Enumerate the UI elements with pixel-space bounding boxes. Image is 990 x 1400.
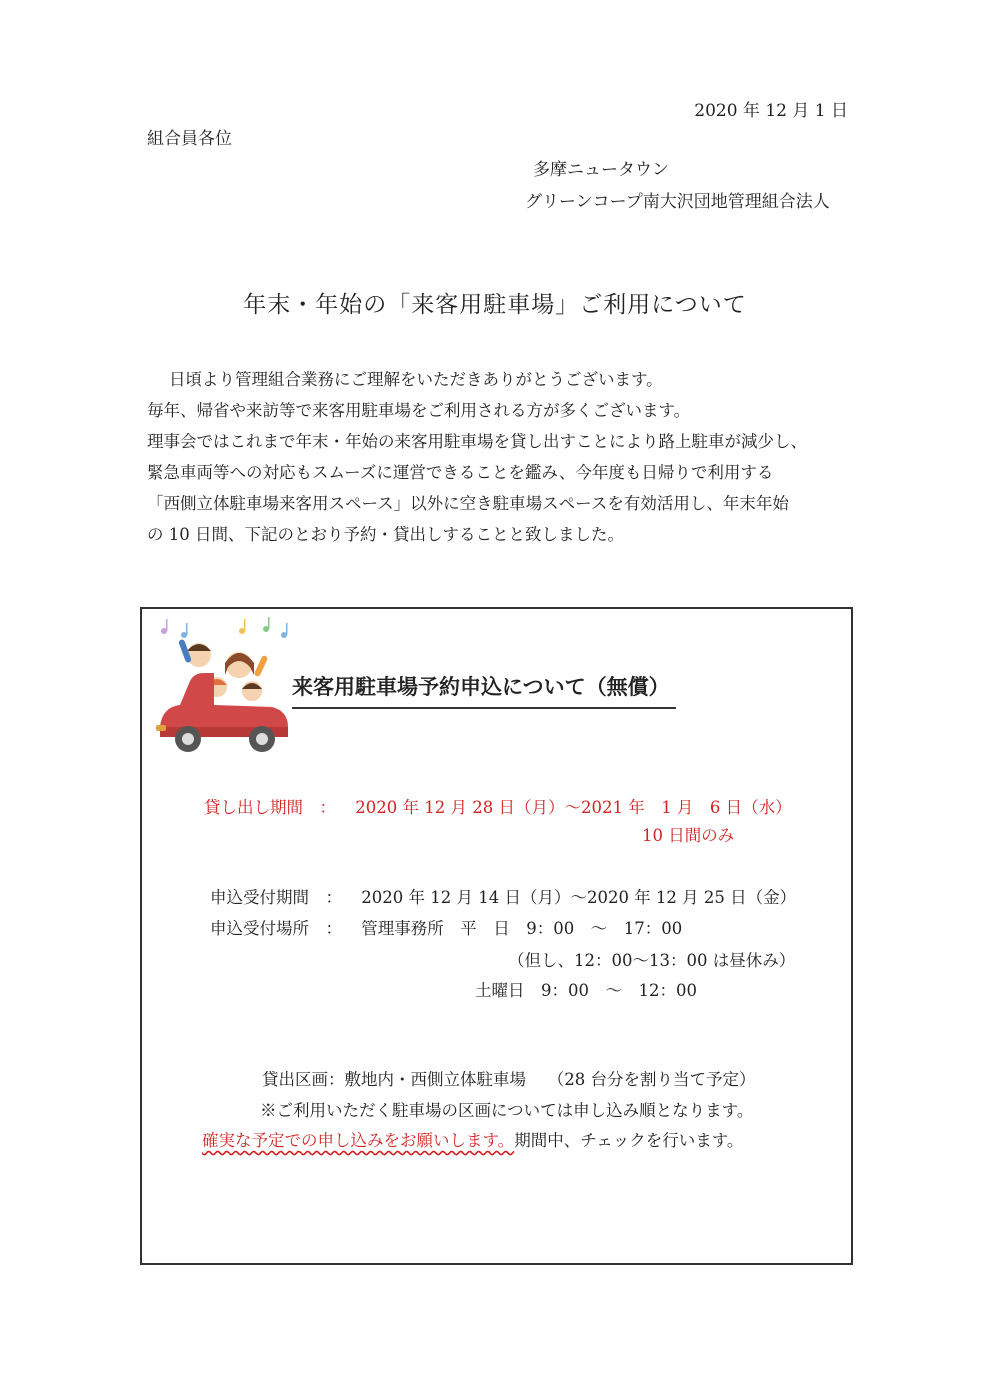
body-paragraph: 「西側立体駐車場来客用スペース」以外に空き駐車場スペースを有効活用し、年末年始 bbox=[147, 494, 789, 513]
body-paragraph: 理事会ではこれまで年末・年始の来客用駐車場を貸し出すことにより路上駐車が減少し、 bbox=[147, 432, 807, 451]
allocation-area: 貸出区画：敷地内・西側立体駐車場 （28 台分を割り当て予定） bbox=[262, 1070, 756, 1089]
recipient: 組合員各位 bbox=[147, 129, 232, 149]
sender-line-1: 多摩ニュータウン bbox=[533, 160, 669, 180]
music-notes-icon bbox=[161, 617, 288, 638]
application-period-label: 申込受付期間 ： bbox=[210, 888, 342, 907]
request-black-text: 期間中、チェックを行います。 bbox=[514, 1131, 744, 1150]
rental-period-label: 貸し出し期間 ： bbox=[204, 798, 336, 817]
page-title: 年末・年始の「来客用駐車場」ご利用について bbox=[243, 292, 747, 318]
application-place-label: 申込受付場所 ： bbox=[210, 919, 342, 938]
box-title: 来客用駐車場予約申込について（無償） bbox=[292, 671, 676, 709]
saturday-hours: 土曜日 9：00 ～ 12：00 bbox=[475, 981, 697, 1000]
family-car-illustration bbox=[154, 615, 294, 763]
rental-period-note: 10 日間のみ bbox=[642, 826, 735, 845]
application-place-value: 管理事務所 平 日 9：00 ～ 17：00 bbox=[361, 919, 683, 938]
rental-period-value: 2020 年 12 月 28 日（月）～2021 年 1 月 6 日（水） bbox=[355, 798, 792, 817]
order-note: ※ご利用いただく駐車場の区画については申し込み順となります。 bbox=[260, 1101, 754, 1120]
body-paragraph: の 10 日間、下記のとおり予約・貸出しすることと致しました。 bbox=[147, 525, 624, 544]
request-red-text: 確実な予定での申し込みをお願いします。 bbox=[202, 1131, 515, 1150]
reservation-box bbox=[140, 607, 853, 1265]
rental-period bbox=[204, 794, 792, 818]
request-line bbox=[202, 1127, 743, 1151]
application-place bbox=[210, 915, 682, 939]
application-period bbox=[210, 884, 796, 908]
sender-line-2: グリーンコープ南大沢団地管理組合法人 bbox=[525, 192, 830, 212]
body-text bbox=[147, 364, 887, 550]
document-date: 2020 年 12 月 1 日 bbox=[694, 101, 848, 121]
application-period-value: 2020 年 12 月 14 日（月）～2020 年 12 月 25 日（金） bbox=[361, 888, 797, 907]
body-paragraph: 日頃より管理組合業務にご理解をいただきありがとうございます。 bbox=[169, 370, 663, 389]
lunch-break-note: （但し、12：00～13：00 は昼休み） bbox=[508, 951, 796, 970]
body-paragraph: 緊急車両等への対応もスムーズに運営できることを鑑み、今年度も日帰りで利用する bbox=[147, 463, 774, 482]
body-paragraph: 毎年、帰省や来訪等で来客用駐車場をご利用される方が多くございます。 bbox=[147, 401, 691, 420]
